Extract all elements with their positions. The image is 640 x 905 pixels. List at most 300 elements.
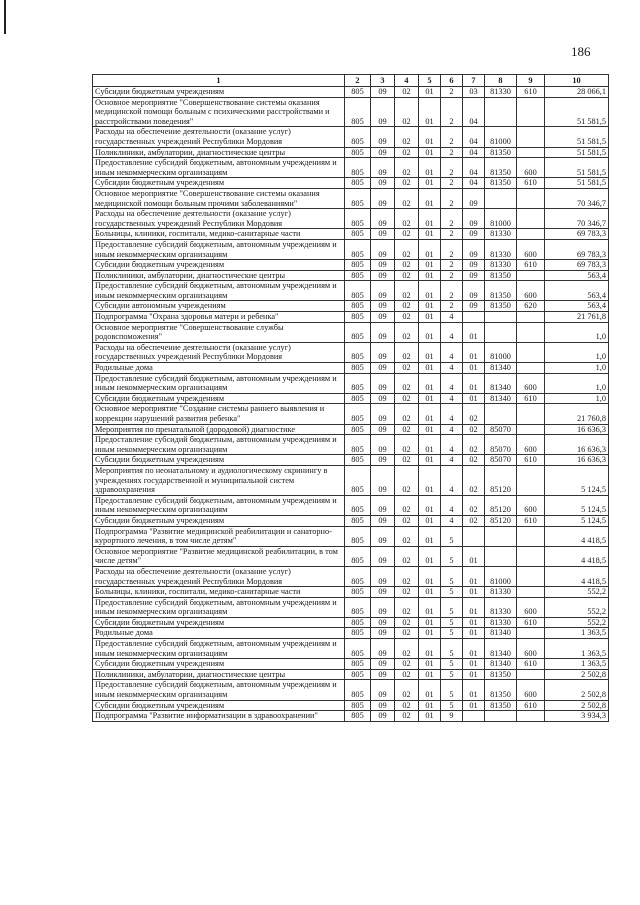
row-amount: 1 363,5 bbox=[545, 628, 609, 639]
table-row bbox=[93, 127, 609, 147]
row-code: 805 bbox=[345, 178, 371, 189]
row-code: 805 bbox=[345, 312, 371, 323]
row-description: Основное мероприятие "Создание системы раннего выявления и коррекции нарушений развития ребенка" bbox=[93, 404, 345, 424]
row-code: 600 bbox=[517, 597, 545, 617]
row-code: 805 bbox=[345, 147, 371, 158]
row-code: 81000 bbox=[485, 342, 517, 362]
row-code: 02 bbox=[395, 281, 419, 301]
row-description: Субсидии бюджетным учреждениям bbox=[93, 700, 345, 711]
table-row bbox=[93, 188, 609, 208]
budget-table bbox=[92, 74, 609, 722]
row-code: 02 bbox=[395, 363, 419, 374]
row-code: 09 bbox=[371, 711, 395, 722]
table-row bbox=[93, 639, 609, 659]
table-row bbox=[93, 312, 609, 323]
row-code: 02 bbox=[395, 209, 419, 229]
row-code: 600 bbox=[517, 373, 545, 393]
row-amount: 28 066,1 bbox=[545, 87, 609, 98]
row-description: Поликлиники, амбулатории, диагностические центры bbox=[93, 669, 345, 680]
table-row bbox=[93, 465, 609, 495]
row-code: 09 bbox=[463, 281, 485, 301]
row-code: 09 bbox=[371, 700, 395, 711]
row-code: 805 bbox=[345, 587, 371, 598]
row-code: 81350 bbox=[485, 281, 517, 301]
table-row bbox=[93, 373, 609, 393]
table-row bbox=[93, 546, 609, 566]
row-code: 4 bbox=[441, 455, 463, 466]
row-code: 805 bbox=[345, 373, 371, 393]
row-code: 81350 bbox=[485, 147, 517, 158]
row-code: 09 bbox=[371, 435, 395, 455]
row-code: 01 bbox=[463, 373, 485, 393]
row-amount: 51 581,5 bbox=[545, 97, 609, 127]
row-code: 610 bbox=[517, 178, 545, 189]
row-code: 02 bbox=[395, 301, 419, 312]
row-amount: 3 934,3 bbox=[545, 711, 609, 722]
row-code: 81330 bbox=[485, 87, 517, 98]
row-code: 81340 bbox=[485, 659, 517, 670]
row-code: 02 bbox=[463, 435, 485, 455]
row-code: 01 bbox=[419, 597, 441, 617]
row-code: 805 bbox=[345, 465, 371, 495]
column-header: 10 bbox=[545, 75, 609, 87]
row-amount: 51 581,5 bbox=[545, 178, 609, 189]
row-code: 805 bbox=[345, 628, 371, 639]
row-code: 09 bbox=[463, 188, 485, 208]
row-code: 01 bbox=[419, 587, 441, 598]
row-code: 09 bbox=[371, 515, 395, 526]
row-code: 610 bbox=[517, 515, 545, 526]
row-code: 610 bbox=[517, 659, 545, 670]
row-code: 805 bbox=[345, 617, 371, 628]
row-code: 81330 bbox=[485, 597, 517, 617]
row-code bbox=[517, 188, 545, 208]
row-description: Предоставление субсидий бюджетным, автономным учреждениям и иным некоммерческим организациям bbox=[93, 597, 345, 617]
row-code bbox=[517, 209, 545, 229]
row-code: 81350 bbox=[485, 270, 517, 281]
row-description: Подпрограмма "Развитие информатизации в здравоохранении" bbox=[93, 711, 345, 722]
row-code: 610 bbox=[517, 455, 545, 466]
row-code: 600 bbox=[517, 281, 545, 301]
row-code: 01 bbox=[419, 281, 441, 301]
row-code: 04 bbox=[463, 97, 485, 127]
row-code: 2 bbox=[441, 147, 463, 158]
row-amount: 21 761,8 bbox=[545, 312, 609, 323]
table-row bbox=[93, 393, 609, 404]
row-description: Субсидии автономным учреждениям bbox=[93, 301, 345, 312]
row-code: 02 bbox=[463, 424, 485, 435]
row-code bbox=[485, 322, 517, 342]
table-row bbox=[93, 617, 609, 628]
row-code bbox=[517, 322, 545, 342]
row-description: Поликлиники, амбулатории, диагностические центры bbox=[93, 270, 345, 281]
row-amount: 70 346,7 bbox=[545, 188, 609, 208]
row-code: 02 bbox=[395, 322, 419, 342]
row-code: 4 bbox=[441, 312, 463, 323]
row-code: 02 bbox=[395, 465, 419, 495]
row-code: 02 bbox=[395, 546, 419, 566]
row-amount: 552,2 bbox=[545, 617, 609, 628]
row-code: 5 bbox=[441, 639, 463, 659]
row-code: 81350 bbox=[485, 700, 517, 711]
row-code: 4 bbox=[441, 363, 463, 374]
row-code: 81350 bbox=[485, 669, 517, 680]
row-code bbox=[517, 229, 545, 240]
row-code: 805 bbox=[345, 404, 371, 424]
row-code: 81330 bbox=[485, 617, 517, 628]
row-code: 01 bbox=[463, 700, 485, 711]
row-code: 09 bbox=[371, 465, 395, 495]
row-amount: 16 636,3 bbox=[545, 455, 609, 466]
row-amount: 16 636,3 bbox=[545, 435, 609, 455]
row-code: 81330 bbox=[485, 260, 517, 271]
row-code: 01 bbox=[419, 404, 441, 424]
row-code: 01 bbox=[463, 566, 485, 586]
row-code: 81340 bbox=[485, 363, 517, 374]
row-code: 2 bbox=[441, 87, 463, 98]
row-code bbox=[485, 188, 517, 208]
row-code: 09 bbox=[371, 301, 395, 312]
row-description: Родильные дома bbox=[93, 363, 345, 374]
row-code: 85070 bbox=[485, 435, 517, 455]
row-code: 805 bbox=[345, 700, 371, 711]
row-code: 02 bbox=[395, 597, 419, 617]
table-row bbox=[93, 239, 609, 259]
row-code: 5 bbox=[441, 587, 463, 598]
row-code: 01 bbox=[419, 147, 441, 158]
row-code: 01 bbox=[419, 188, 441, 208]
row-code: 04 bbox=[463, 147, 485, 158]
row-code: 02 bbox=[395, 127, 419, 147]
row-code: 5 bbox=[441, 628, 463, 639]
row-code: 02 bbox=[395, 260, 419, 271]
row-code: 5 bbox=[441, 597, 463, 617]
row-code: 81350 bbox=[485, 301, 517, 312]
row-code: 02 bbox=[395, 312, 419, 323]
row-description: Предоставление субсидий бюджетным, автономным учреждениям и иным некоммерческим организациям bbox=[93, 680, 345, 700]
row-amount: 69 783,3 bbox=[545, 229, 609, 240]
row-code: 85070 bbox=[485, 424, 517, 435]
row-amount: 69 783,3 bbox=[545, 260, 609, 271]
row-code: 09 bbox=[371, 97, 395, 127]
row-code bbox=[517, 270, 545, 281]
row-amount: 5 124,5 bbox=[545, 495, 609, 515]
row-description: Основное мероприятие "Совершенствование службы родовспоможения" bbox=[93, 322, 345, 342]
row-code: 01 bbox=[463, 628, 485, 639]
row-amount: 563,4 bbox=[545, 281, 609, 301]
row-description: Предоставление субсидий бюджетным, автономным учреждениям и иным некоммерческим организациям bbox=[93, 495, 345, 515]
row-amount: 51 581,5 bbox=[545, 147, 609, 158]
row-code bbox=[517, 526, 545, 546]
table-row bbox=[93, 526, 609, 546]
row-code: 02 bbox=[463, 455, 485, 466]
table-row bbox=[93, 342, 609, 362]
table-body bbox=[93, 87, 609, 722]
row-code: 09 bbox=[463, 209, 485, 229]
row-code: 85070 bbox=[485, 455, 517, 466]
row-code: 85120 bbox=[485, 495, 517, 515]
row-code bbox=[517, 669, 545, 680]
row-amount: 552,2 bbox=[545, 587, 609, 598]
row-code: 02 bbox=[395, 515, 419, 526]
row-code: 02 bbox=[395, 711, 419, 722]
row-code: 01 bbox=[419, 680, 441, 700]
row-code: 600 bbox=[517, 639, 545, 659]
row-code: 81350 bbox=[485, 158, 517, 178]
row-code: 01 bbox=[463, 617, 485, 628]
row-code: 02 bbox=[395, 435, 419, 455]
row-description: Расходы на обеспечение деятельности (оказание услуг) государственных учреждений Республики Мордовия bbox=[93, 127, 345, 147]
row-description: Предоставление субсидий бюджетным, автономным учреждениям и иным некоммерческим организациям bbox=[93, 158, 345, 178]
table-row bbox=[93, 229, 609, 240]
row-code: 09 bbox=[371, 127, 395, 147]
row-code bbox=[517, 566, 545, 586]
row-code: 81330 bbox=[485, 229, 517, 240]
row-code: 01 bbox=[419, 424, 441, 435]
row-amount: 5 124,5 bbox=[545, 465, 609, 495]
row-code: 81340 bbox=[485, 628, 517, 639]
row-code: 01 bbox=[419, 628, 441, 639]
row-description: Субсидии бюджетным учреждениям bbox=[93, 178, 345, 189]
row-code: 09 bbox=[371, 526, 395, 546]
table-row bbox=[93, 566, 609, 586]
row-code bbox=[463, 526, 485, 546]
row-code: 09 bbox=[371, 597, 395, 617]
row-description: Расходы на обеспечение деятельности (оказание услуг) государственных учреждений Республики Мордовия bbox=[93, 209, 345, 229]
row-code: 01 bbox=[419, 526, 441, 546]
row-code: 610 bbox=[517, 393, 545, 404]
table-row bbox=[93, 515, 609, 526]
row-code: 09 bbox=[371, 373, 395, 393]
row-code: 85120 bbox=[485, 465, 517, 495]
row-code bbox=[517, 363, 545, 374]
row-code: 09 bbox=[371, 158, 395, 178]
row-code: 805 bbox=[345, 435, 371, 455]
row-code: 01 bbox=[419, 158, 441, 178]
row-code: 2 bbox=[441, 178, 463, 189]
row-code: 81330 bbox=[485, 239, 517, 259]
row-code: 81340 bbox=[485, 639, 517, 659]
row-code: 02 bbox=[395, 342, 419, 362]
row-code: 01 bbox=[419, 322, 441, 342]
row-code: 805 bbox=[345, 669, 371, 680]
row-code: 2 bbox=[441, 270, 463, 281]
row-code: 4 bbox=[441, 465, 463, 495]
row-code: 01 bbox=[419, 373, 441, 393]
row-code bbox=[517, 587, 545, 598]
row-code: 02 bbox=[395, 147, 419, 158]
row-code: 04 bbox=[463, 158, 485, 178]
table-row bbox=[93, 669, 609, 680]
row-amount: 5 124,5 bbox=[545, 515, 609, 526]
row-code bbox=[517, 546, 545, 566]
row-code: 5 bbox=[441, 546, 463, 566]
table-row bbox=[93, 587, 609, 598]
row-code: 01 bbox=[463, 393, 485, 404]
row-code: 02 bbox=[395, 495, 419, 515]
row-code: 2 bbox=[441, 158, 463, 178]
row-code: 600 bbox=[517, 158, 545, 178]
row-code: 09 bbox=[371, 455, 395, 466]
row-amount: 51 581,5 bbox=[545, 127, 609, 147]
row-code: 02 bbox=[395, 158, 419, 178]
row-amount: 4 418,5 bbox=[545, 546, 609, 566]
row-code: 2 bbox=[441, 97, 463, 127]
row-code: 02 bbox=[395, 239, 419, 259]
row-code bbox=[485, 526, 517, 546]
table-row bbox=[93, 659, 609, 670]
row-code: 805 bbox=[345, 526, 371, 546]
row-code: 01 bbox=[463, 669, 485, 680]
row-code: 805 bbox=[345, 495, 371, 515]
row-code: 09 bbox=[371, 87, 395, 98]
row-code: 02 bbox=[395, 628, 419, 639]
row-amount: 563,4 bbox=[545, 301, 609, 312]
row-code: 01 bbox=[419, 669, 441, 680]
row-description: Родильные дома bbox=[93, 628, 345, 639]
row-description: Предоставление субсидий бюджетным, автономным учреждениям и иным некоммерческим организациям bbox=[93, 281, 345, 301]
row-code: 81350 bbox=[485, 178, 517, 189]
row-code: 01 bbox=[419, 659, 441, 670]
row-code: 04 bbox=[463, 127, 485, 147]
row-code: 81330 bbox=[485, 587, 517, 598]
row-code: 2 bbox=[441, 301, 463, 312]
row-code: 600 bbox=[517, 239, 545, 259]
row-code: 805 bbox=[345, 270, 371, 281]
row-code: 09 bbox=[463, 239, 485, 259]
row-code: 01 bbox=[463, 546, 485, 566]
row-code: 805 bbox=[345, 639, 371, 659]
row-amount: 1 363,5 bbox=[545, 639, 609, 659]
row-code: 600 bbox=[517, 435, 545, 455]
row-code: 5 bbox=[441, 526, 463, 546]
table-row bbox=[93, 178, 609, 189]
row-code: 09 bbox=[371, 669, 395, 680]
row-code: 09 bbox=[371, 424, 395, 435]
row-code: 02 bbox=[395, 639, 419, 659]
row-code: 2 bbox=[441, 260, 463, 271]
row-code: 09 bbox=[371, 404, 395, 424]
row-code: 01 bbox=[419, 465, 441, 495]
row-code: 01 bbox=[463, 597, 485, 617]
row-code: 81000 bbox=[485, 127, 517, 147]
row-code: 09 bbox=[371, 342, 395, 362]
row-code: 01 bbox=[463, 342, 485, 362]
row-amount: 1,0 bbox=[545, 322, 609, 342]
row-code: 805 bbox=[345, 363, 371, 374]
row-code: 01 bbox=[419, 711, 441, 722]
row-code: 09 bbox=[371, 639, 395, 659]
row-amount: 4 418,5 bbox=[545, 526, 609, 546]
row-amount: 1,0 bbox=[545, 393, 609, 404]
row-code: 805 bbox=[345, 127, 371, 147]
table-row bbox=[93, 711, 609, 722]
row-code: 01 bbox=[419, 229, 441, 240]
table-row bbox=[93, 628, 609, 639]
row-code: 4 bbox=[441, 404, 463, 424]
row-code: 02 bbox=[463, 465, 485, 495]
row-code: 02 bbox=[395, 587, 419, 598]
row-code: 81350 bbox=[485, 680, 517, 700]
row-code: 805 bbox=[345, 659, 371, 670]
table-row bbox=[93, 147, 609, 158]
row-code: 01 bbox=[419, 301, 441, 312]
table-row bbox=[93, 209, 609, 229]
row-code: 01 bbox=[419, 435, 441, 455]
row-code: 2 bbox=[441, 127, 463, 147]
row-description: Субсидии бюджетным учреждениям bbox=[93, 260, 345, 271]
row-amount: 2 502,8 bbox=[545, 669, 609, 680]
row-code: 09 bbox=[371, 617, 395, 628]
column-header: 8 bbox=[485, 75, 517, 87]
row-description: Предоставление субсидий бюджетным, автономным учреждениям и иным некоммерческим организациям bbox=[93, 239, 345, 259]
row-description: Подпрограмма "Охрана здоровья матери и ребенка" bbox=[93, 312, 345, 323]
row-code bbox=[485, 546, 517, 566]
row-code: 01 bbox=[419, 312, 441, 323]
row-code: 01 bbox=[419, 700, 441, 711]
row-code: 02 bbox=[395, 455, 419, 466]
table-row bbox=[93, 270, 609, 281]
column-header: 9 bbox=[517, 75, 545, 87]
row-code: 02 bbox=[395, 229, 419, 240]
row-code: 01 bbox=[419, 566, 441, 586]
table-row bbox=[93, 495, 609, 515]
row-code: 09 bbox=[371, 312, 395, 323]
row-code: 805 bbox=[345, 711, 371, 722]
row-amount: 70 346,7 bbox=[545, 209, 609, 229]
row-code: 610 bbox=[517, 260, 545, 271]
row-code: 02 bbox=[395, 97, 419, 127]
row-code: 4 bbox=[441, 424, 463, 435]
row-code: 805 bbox=[345, 393, 371, 404]
row-code: 01 bbox=[419, 515, 441, 526]
row-amount: 2 502,8 bbox=[545, 680, 609, 700]
row-code: 01 bbox=[419, 127, 441, 147]
row-code: 02 bbox=[395, 566, 419, 586]
row-code bbox=[463, 312, 485, 323]
row-code: 85120 bbox=[485, 515, 517, 526]
row-code: 02 bbox=[395, 393, 419, 404]
row-code: 805 bbox=[345, 281, 371, 301]
row-code: 01 bbox=[463, 659, 485, 670]
row-code: 09 bbox=[371, 659, 395, 670]
row-code: 09 bbox=[371, 229, 395, 240]
column-header: 7 bbox=[463, 75, 485, 87]
table-header-row bbox=[93, 75, 609, 87]
row-code: 02 bbox=[395, 680, 419, 700]
row-code: 09 bbox=[371, 239, 395, 259]
row-amount: 1,0 bbox=[545, 373, 609, 393]
row-code: 01 bbox=[419, 239, 441, 259]
row-code: 5 bbox=[441, 669, 463, 680]
row-code: 805 bbox=[345, 424, 371, 435]
row-code: 01 bbox=[463, 639, 485, 659]
row-code: 01 bbox=[463, 680, 485, 700]
row-code: 02 bbox=[463, 515, 485, 526]
row-code: 09 bbox=[371, 680, 395, 700]
table-row bbox=[93, 281, 609, 301]
row-code: 09 bbox=[463, 270, 485, 281]
row-code: 09 bbox=[371, 281, 395, 301]
row-code: 81000 bbox=[485, 209, 517, 229]
row-description: Основное мероприятие "Развитие медицинской реабилитации, в том числе детям" bbox=[93, 546, 345, 566]
column-header: 1 bbox=[93, 75, 345, 87]
table-row bbox=[93, 87, 609, 98]
row-code: 805 bbox=[345, 260, 371, 271]
row-code: 2 bbox=[441, 209, 463, 229]
row-code: 09 bbox=[371, 178, 395, 189]
row-description: Предоставление субсидий бюджетным, автономным учреждениям и иным некоммерческим организациям bbox=[93, 639, 345, 659]
